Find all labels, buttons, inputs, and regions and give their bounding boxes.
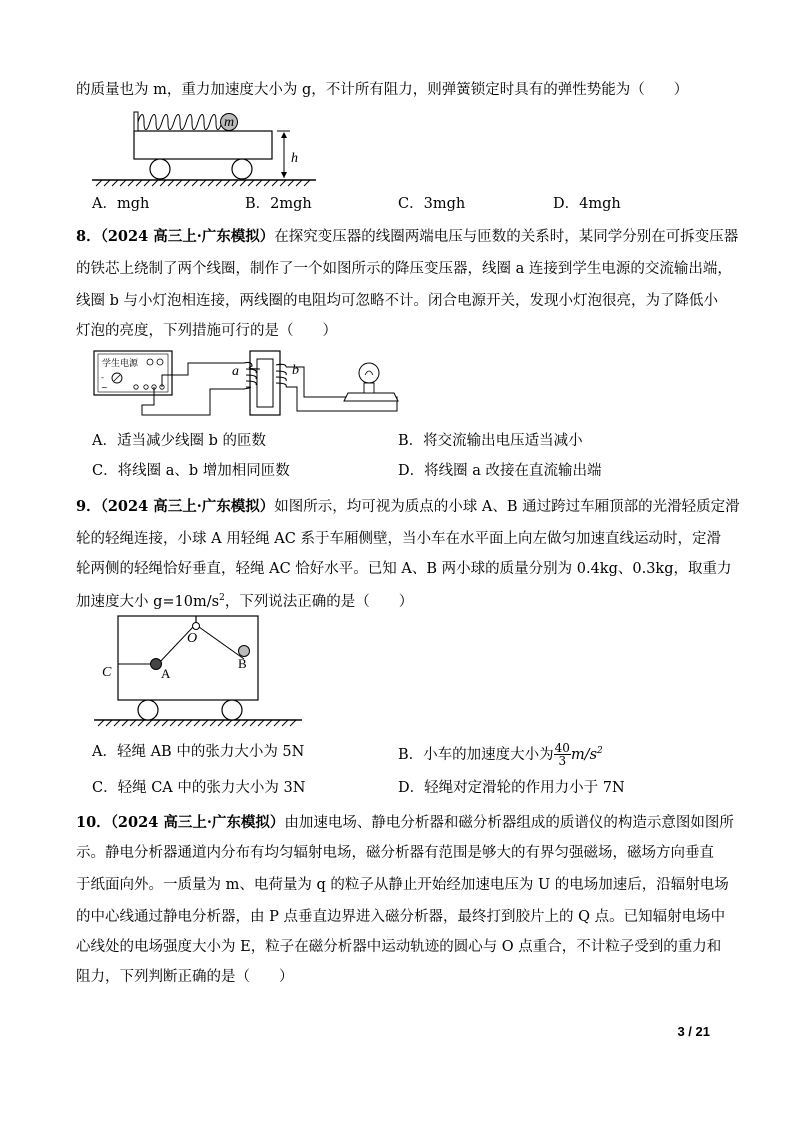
q9-source: （2024 高三上·广东模拟） — [100, 498, 275, 515]
q7-figure-cart-spring — [92, 108, 322, 188]
q10-stem-line-5: 心线处的电场强度大小为 E，粒子在磁分析器中运动轨迹的圆心与 O 点重合，不计粒子受到的重力和 — [76, 939, 722, 955]
q7-height-label: h — [291, 151, 298, 166]
q8-stem-line-1 — [76, 227, 738, 247]
q10-number: 10． — [76, 814, 111, 831]
q9-pulley-label: O — [187, 631, 198, 646]
q8-stem-text: 在探究变压器的线圈两端电压与匝数的关系时，某同学分别在可拆变压器 — [274, 229, 739, 245]
q8-option-b[interactable]: B．将交流输出电压适当减小 — [398, 433, 583, 449]
q8-stem-line-3: 线圈 b 与小灯泡相连接，两线圈的电阻均可忽略不计。闭合电源开关，发现小灯泡很亮，为了降低小 — [76, 293, 718, 309]
q9-figure-cart-pulley — [92, 614, 302, 726]
q8-number: 8． — [76, 228, 101, 245]
q10-stem-text: 由加速电场、静电分析器和磁分析器组成的质谱仪的构造示意图如图所 — [284, 815, 734, 831]
q7-mass-label: m — [223, 115, 235, 130]
q9-ball-a-label: A — [161, 666, 171, 681]
q9-option-b[interactable]: B．小车的加速度大小为 $\frac{40}{3}$ $m/s^2$ — [398, 741, 603, 769]
q8-option-d[interactable]: D．将线圈 a 改接在直流输出端 — [398, 463, 602, 479]
q8-coil-b-label: b — [292, 363, 299, 378]
q9-option-d[interactable]: D．轻绳对定滑轮的作用力小于 7N — [398, 780, 625, 796]
q9-stem-line-1 — [76, 497, 740, 517]
q9-stem-line-4: 加速度大小 $g=10m/s^2$，下列说法正确的是（ ） — [76, 593, 414, 610]
q10-stem-line-1 — [76, 813, 734, 833]
q10-stem-line-6: 阻力，下列判断正确的是（ ） — [76, 969, 294, 985]
q9-stem-line-3: 轮两侧的轻绳恰好垂直，轻绳 AC 恰好水平。已知 A、B 两小球的质量分别为 0.4kg、0.3kg，取重力 — [76, 561, 732, 577]
q8-power-supply-label: 学生电源 — [102, 359, 139, 369]
q8-option-a[interactable]: A．适当减少线圈 b 的匝数 — [92, 433, 266, 449]
q8-figure-transformer — [92, 347, 412, 419]
q9-wall-c-label: C — [102, 665, 112, 680]
q7-option-a[interactable]: A．mgh — [92, 196, 150, 212]
q8-stem-line-2: 的铁芯上绕制了两个线圈，制作了一个如图所示的降压变压器，线圈 a 连接到学生电源的交流输出端， — [76, 261, 732, 277]
q8-stem-line-4: 灯泡的亮度，下列措施可行的是（ ） — [76, 323, 337, 339]
q7-stem-line: 的质量也为 m，重力加速度大小为 g，不计所有阻力，则弹簧锁定时具有的弹性势能为（ ） — [76, 82, 689, 98]
q9-stem-line-2: 轮的轻绳连接，小球 A 用轻绳 AC 系于车厢侧壁，当小车在水平面上向左做匀加速直线运动时，定滑 — [76, 531, 721, 547]
q8-option-c[interactable]: C．将线圈 a、b 增加相同匝数 — [92, 463, 290, 479]
q7-option-b[interactable]: B．2mgh — [245, 196, 312, 212]
q9-option-c[interactable]: C．轻绳 CA 中的张力大小为 3N — [92, 780, 306, 796]
q7-option-d[interactable]: D．4mgh — [553, 196, 621, 212]
q9-number: 9． — [76, 498, 101, 515]
q7-option-c[interactable]: C．3mgh — [398, 196, 466, 212]
svg-text:~: ~ — [101, 383, 108, 392]
q9-stem-text: 如图所示，均可视为质点的小球 A、B 通过跨过车厢顶部的光滑轻质定滑 — [274, 499, 740, 515]
q9-ball-b-label: B — [238, 656, 247, 671]
q10-stem-line-3: 于纸面向外。一质量为 m、电荷量为 q 的粒子从静止开始经加速电压为 U 的电场加速后，沿辐射电场 — [76, 877, 729, 893]
q10-stem-line-4: 的中心线通过静电分析器，由 P 点垂直边界进入磁分析器，最终打到胶片上的 Q 点。已知辐射电场中 — [76, 909, 726, 925]
svg-text:-: - — [101, 373, 104, 382]
q10-source: （2024 高三上·广东模拟） — [110, 814, 285, 831]
q10-stem-line-2: 示。静电分析器通道内分布有均匀辐射电场，磁分析器有范围是够大的有界匀强磁场，磁场方向垂直 — [76, 845, 714, 861]
q9-option-b-fraction: $\frac{40}{3}$ — [554, 741, 570, 769]
q8-coil-a-label: a — [232, 364, 239, 379]
q9-option-a[interactable]: A．轻绳 AB 中的张力大小为 5N — [92, 744, 305, 760]
page-number: 3 / 21 — [677, 1024, 710, 1039]
q8-source: （2024 高三上·广东模拟） — [100, 228, 275, 245]
